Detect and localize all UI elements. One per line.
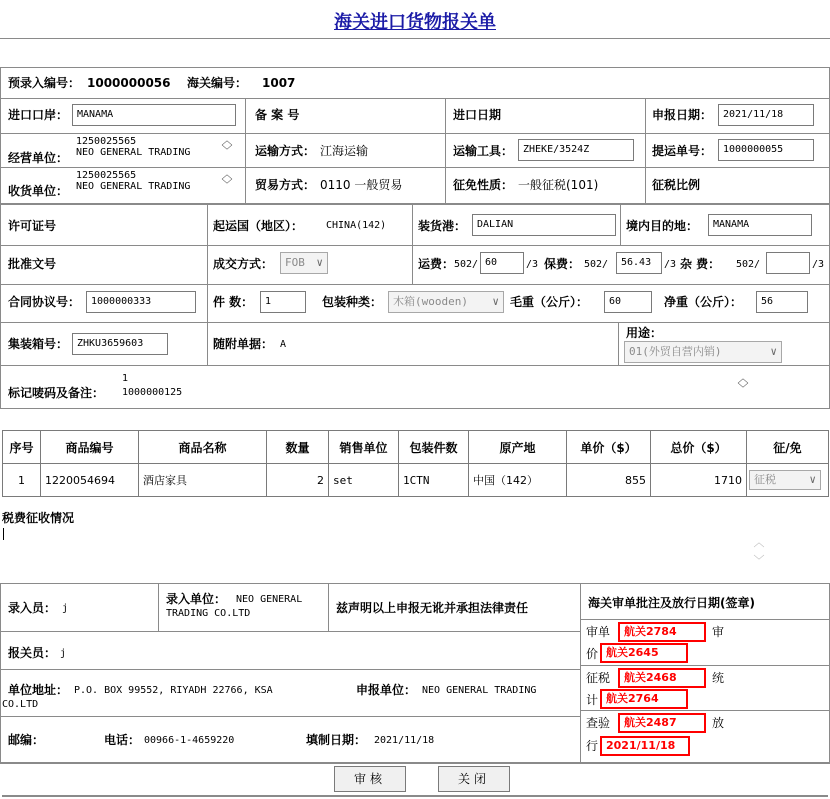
chevron-down-icon[interactable]: ﹀ [221, 144, 233, 157]
consignee-name: NEO GENERAL TRADING [76, 181, 191, 192]
address-label: 单位地址： [8, 683, 69, 697]
customs-no-label: 海关编号： [187, 76, 248, 90]
insurance-suffix: /3 [664, 259, 677, 270]
close-button[interactable]: 关闭 [438, 766, 510, 792]
freight-prefix: 502/ [454, 259, 479, 270]
col-name: 商品名称 [139, 431, 267, 464]
phone-label: 电话： [104, 733, 141, 747]
phone-value: 00966-1-4659220 [144, 735, 235, 746]
import-port-label: 进口口岸： [8, 108, 69, 122]
pieces-label: 件 数： [213, 295, 254, 309]
chevron-down-icon[interactable]: ﹀ [753, 554, 765, 567]
cell-total: 1710 [651, 464, 747, 497]
operator-scroll-arrows[interactable] [220, 136, 234, 156]
goods-table [2, 430, 829, 497]
documents-value: A [280, 339, 287, 350]
consignee-value[interactable] [76, 170, 190, 192]
tax-scroll-arrows[interactable] [752, 538, 766, 566]
tax-select[interactable] [749, 470, 821, 490]
container-label: 集装箱号： [8, 337, 69, 351]
package-label: 包装种类： [322, 295, 383, 309]
operator-code: 1250025565 [76, 136, 137, 147]
marks-scroll-arrows[interactable] [736, 374, 750, 394]
operator-value[interactable] [76, 136, 190, 158]
price-label: 价 [586, 647, 599, 661]
tax-value: 征税 [754, 473, 776, 486]
package-value: 木箱(wooden) [393, 295, 468, 308]
operator-name: NEO GENERAL TRADING [76, 147, 191, 158]
table-row [3, 464, 829, 497]
bill-no-input[interactable]: 1000000055 [718, 139, 814, 161]
loading-port-input[interactable]: DALIAN [472, 214, 616, 236]
usage-value: 01(外贸自营内销) [629, 345, 722, 358]
approval-title: 海关审单批注及放行日期(签章) [588, 596, 755, 610]
tax-collection-textarea[interactable] [2, 526, 772, 576]
chevron-down-icon: ∨ [809, 473, 816, 486]
tax-collection-label: 税费征收情况 [2, 511, 75, 525]
package-select[interactable] [388, 291, 504, 313]
deal-mode-label: 成交方式： [213, 257, 274, 271]
deal-mode-value: FOB [285, 256, 305, 269]
origin-country-label: 起运国（地区）： [213, 219, 304, 233]
stat-label-1: 统 [712, 671, 725, 685]
pieces-input[interactable]: 1 [260, 291, 306, 313]
address-value-2: CO.LTD [2, 699, 39, 710]
stamp-audit: 航关2784 [618, 622, 706, 642]
title-bar [0, 0, 830, 38]
col-unit: 销售单位 [329, 431, 399, 464]
loading-port-label: 装货港： [418, 219, 467, 233]
bill-no-label: 提运单号： [652, 144, 713, 158]
insurance-prefix: 502/ [584, 259, 609, 270]
col-total: 总价（$） [651, 431, 747, 464]
import-port-input[interactable]: MANAMA [72, 104, 236, 126]
gross-input[interactable]: 60 [604, 291, 652, 313]
button-bar [0, 763, 830, 799]
release-label-1: 放 [712, 716, 725, 730]
destination-label: 境内目的地： [626, 219, 699, 233]
audit-label-2: 审 [712, 625, 725, 639]
usage-label: 用途： [626, 326, 663, 340]
entry-unit-value-1: NEO GENERAL [236, 594, 303, 605]
chevron-up-icon[interactable]: ︿ [221, 134, 233, 147]
col-origin: 原产地 [469, 431, 567, 464]
chevron-down-icon: ∨ [316, 256, 323, 269]
transport-tool-input[interactable]: ZHEKE/3524Z [518, 139, 634, 161]
stamp-price: 航关2645 [600, 643, 688, 663]
cell-unit: set [329, 464, 399, 497]
contract-input[interactable]: 1000000333 [86, 291, 196, 313]
stat-label-2: 计 [586, 693, 599, 707]
freight-input[interactable]: 60 [480, 252, 524, 274]
postcode-label: 邮编： [8, 733, 45, 747]
container-input[interactable]: ZHKU3659603 [72, 333, 168, 355]
chevron-down-icon: ∨ [492, 295, 499, 308]
title-spacer [0, 38, 830, 67]
goods-header-row [3, 431, 829, 464]
trade-mode-label: 贸易方式： [255, 178, 316, 192]
entry-unit-value-2: TRADING CO.LTD [166, 608, 251, 619]
misc-prefix: 502/ [736, 259, 761, 270]
origin-country-value: CHINA(142) [326, 220, 387, 231]
stamp-inspect: 航关2487 [618, 713, 706, 733]
insurance-input[interactable]: 56.43 [616, 252, 662, 274]
address-value: P.O. BOX 99552, RIYADH 22766, KSA [74, 685, 273, 696]
broker-value: j [60, 648, 67, 659]
fill-date-label: 填制日期： [306, 733, 367, 747]
exemption-label: 征免性质： [453, 178, 514, 192]
marks-label: 标记唛码及备注： [8, 386, 105, 400]
entry-clerk-label: 录入员： [8, 601, 57, 615]
chevron-down-icon[interactable]: ﹀ [221, 178, 233, 191]
destination-input[interactable]: MANAMA [708, 214, 812, 236]
fill-date-value: 2021/11/18 [374, 735, 435, 746]
gross-label: 毛重（公斤）： [510, 295, 589, 309]
pre-entry-value: 1000000056 [87, 76, 171, 90]
freight-suffix: /3 [526, 259, 539, 270]
inspect-label: 查验 [586, 716, 611, 730]
consignee-code: 1250025565 [76, 170, 137, 181]
freight-label: 运费： [418, 257, 455, 271]
col-packages: 包装件数 [399, 431, 469, 464]
misc-label: 杂 费： [680, 257, 721, 271]
declare-date-input[interactable]: 2021/11/18 [718, 104, 814, 126]
trade-mode-value: 0110 一般贸易 [320, 178, 403, 192]
col-tax: 征/免 [747, 431, 829, 464]
entry-unit-label: 录入单位： [166, 592, 227, 606]
broker-label: 报关员： [8, 646, 57, 660]
approval-no-label: 批准文号 [8, 257, 57, 271]
release-label-2: 行 [586, 739, 599, 753]
declaration-text: 兹声明以上申报无讹并承担法律责任 [336, 601, 529, 615]
declare-unit-label: 申报单位： [356, 683, 417, 697]
marks-line-2: 1000000125 [122, 387, 183, 398]
chevron-up-icon[interactable]: ︿ [221, 168, 233, 181]
customs-no-value: 1007 [262, 76, 296, 90]
page-title[interactable]: 海关进口货物报关单 [334, 12, 496, 33]
col-qty: 数量 [267, 431, 329, 464]
cell-qty: 2 [267, 464, 329, 497]
license-label: 许可证号 [8, 219, 57, 233]
col-code: 商品编号 [41, 431, 139, 464]
stamp-stat: 航关2764 [600, 689, 688, 709]
chevron-up-icon[interactable]: ︿ [753, 536, 765, 549]
consignee-scroll-arrows[interactable] [220, 170, 234, 190]
cell-seq: 1 [3, 464, 41, 497]
chevron-down-icon[interactable]: ﹀ [737, 382, 749, 395]
declare-date-label: 申报日期： [652, 108, 713, 122]
cell-tax [747, 464, 829, 497]
entry-clerk-value: j [62, 603, 69, 614]
misc-input[interactable] [766, 252, 810, 274]
cell-packages: 1CTN [399, 464, 469, 497]
transport-tool-label: 运输工具： [453, 144, 514, 158]
net-input[interactable]: 56 [756, 291, 808, 313]
chevron-down-icon: ∨ [770, 345, 777, 358]
col-price: 单价（$） [567, 431, 651, 464]
operator-label: 经营单位： [8, 151, 69, 165]
import-date-label: 进口日期 [453, 108, 502, 122]
deal-mode-select[interactable] [280, 252, 328, 274]
tax-ratio-label: 征税比例 [652, 178, 701, 192]
pre-entry-label: 预录入编号： [8, 76, 81, 90]
stamp-release: 2021/11/18 [600, 736, 690, 756]
transport-mode-label: 运输方式： [255, 144, 316, 158]
declare-unit-value: NEO GENERAL TRADING [422, 685, 537, 696]
review-button[interactable]: 审核 [334, 766, 406, 792]
contract-label: 合同协议号： [8, 295, 81, 309]
cell-code: 1220054694 [41, 464, 139, 497]
text-cursor [3, 528, 4, 540]
misc-suffix: /3 [812, 259, 825, 270]
transport-mode-value: 江海运输 [320, 144, 369, 158]
documents-label: 随附单据： [213, 337, 274, 351]
net-label: 净重（公斤）： [664, 295, 743, 309]
record-no-label: 备 案 号 [255, 108, 300, 122]
cell-name: 酒店家具 [139, 464, 267, 497]
chevron-up-icon[interactable]: ︿ [737, 372, 749, 385]
usage-select[interactable] [624, 341, 782, 363]
insurance-label: 保费： [544, 257, 581, 271]
stamp-tax: 航关2468 [618, 668, 706, 688]
cell-origin: 中国（142） [469, 464, 567, 497]
consignee-label: 收货单位： [8, 184, 69, 198]
tax-label-1: 征税 [586, 671, 611, 685]
audit-label-1: 审单 [586, 625, 611, 639]
cell-price: 855 [567, 464, 651, 497]
marks-line-1: 1 [122, 373, 129, 384]
col-seq: 序号 [3, 431, 41, 464]
exemption-value: 一般征税(101) [518, 178, 599, 192]
